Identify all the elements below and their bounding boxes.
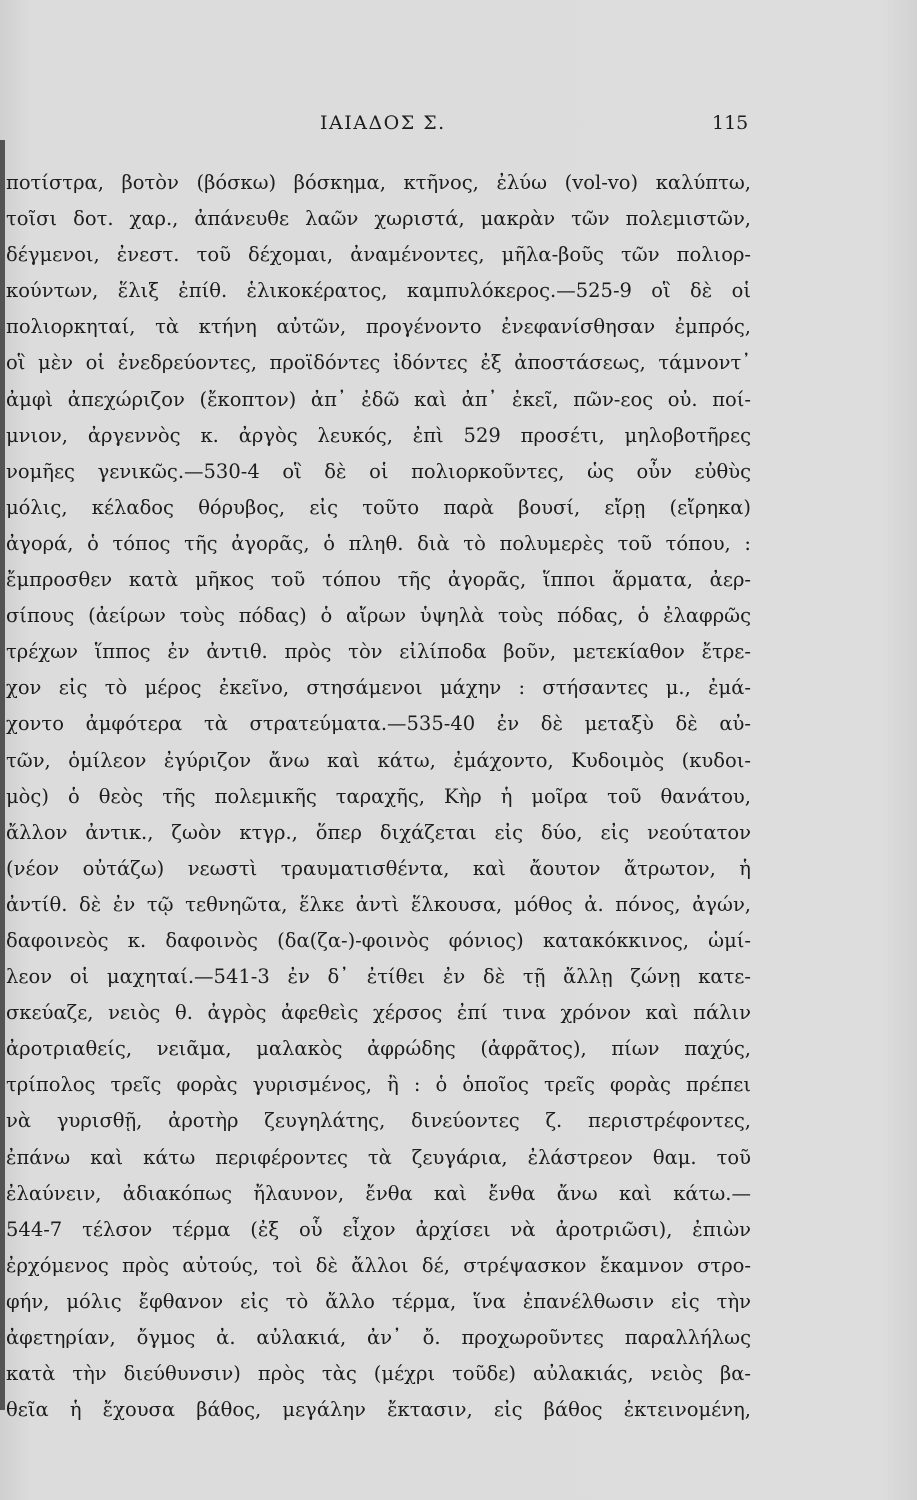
running-title: ΙΑΙΑΔΟΣ Σ. — [320, 112, 446, 134]
text-line: νομῆες γενικῶς.—530-4 οἳ δὲ οἱ πολιορκοῦντες, ὡς οὖν εὐθὺς — [6, 459, 751, 483]
text-line: χοντο ἀμφότερα τὰ στρατεύματα.—535-40 ἐν δὲ μεταξὺ δὲ αὐ- — [6, 712, 751, 736]
text-line: φήν, μόλις ἔφθανον εἰς τὸ ἄλλο τέρμα, ἵνα ἐπανέλθωσιν εἰς τὴν — [6, 1289, 751, 1313]
text-line: σκεύαζε, νειὸς θ. ἀγρὸς ἀφεθεὶς χέρσος ἐπί τινα χρόνον καὶ πάλιν — [6, 1001, 751, 1025]
commentary-text — [6, 165, 751, 1428]
text-line: ἐπάνω καὶ κάτω περιφέροντες τὰ ζευγάρια, ἐλάστρεον θαμ. τοῦ — [6, 1145, 751, 1169]
text-line: τρίπολος τρεῖς φορὰς γυρισμένος, ἢ : ὁ ὁποῖος τρεῖς φορὰς πρέπει — [6, 1073, 751, 1097]
text-line: δέγμενοι, ἐνεστ. τοῦ δέχομαι, ἀναμένοντες, μῆλα-βοῦς τῶν πολιορ- — [6, 243, 751, 267]
text-line: ἄλλον ἀντικ., ζωὸν κτγρ., ὅπερ διχάζεται εἰς δύο, εἰς νεούτατον — [6, 820, 751, 844]
text-line: ἀγορά, ὁ τόπος τῆς ἀγορᾶς, ὁ πληθ. διὰ τὸ πολυμερὲς τοῦ τόπου, : — [6, 531, 751, 555]
text-line: ἀροτριαθείς, νειᾶμα, μαλακὸς ἀφρώδης (ἀφρᾶτος), πίων παχύς, — [6, 1037, 751, 1061]
text-line: δαφοινεὸς κ. δαφοινὸς (δα(ζα-)-φοινὸς φόνιος) κατακόκκινος, ὡμί- — [6, 928, 751, 952]
text-line: τρέχων ἵππος ἐν ἀντιθ. πρὸς τὸν εἰλίποδα βοῦν, μετεκίαθον ἔτρε- — [6, 640, 751, 664]
text-line: νὰ γυρισθῇ, ἀροτὴρ ζευγηλάτης, δινεύοντες ζ. περιστρέφοντες, — [6, 1109, 751, 1133]
text-line: μὸς) ὁ θεὸς τῆς πολεμικῆς ταραχῆς, Κὴρ ἡ μοῖρα τοῦ θανάτου, — [6, 784, 751, 808]
text-line: 544-7 τέλσον τέρμα (ἐξ οὗ εἶχον ἀρχίσει νὰ ἀροτριῶσι), ἐπιὼν — [6, 1217, 751, 1241]
text-line: χον εἰς τὸ μέρος ἐκεῖνο, στησάμενοι μάχην : στήσαντες μ., ἐμά- — [6, 676, 751, 700]
text-line: τοῖσι δοτ. χαρ., ἀπάνευθε λαῶν χωριστά, μακρὰν τῶν πολεμιστῶν, — [6, 207, 751, 231]
text-line: ἔμπροσθεν κατὰ μῆκος τοῦ τόπου τῆς ἀγορᾶς, ἵπποι ἅρματα, ἀερ- — [6, 568, 751, 592]
page-number: 115 — [712, 112, 749, 134]
text-line: ἀντίθ. δὲ ἐν τῷ τεθνηῶτα, ἕλκε ἀντὶ ἕλκουσα, μόθος ἀ. πόνος, ἀγών, — [6, 892, 751, 916]
text-line: θεῖα ἡ ἔχουσα βάθος, μεγάλην ἔκτασιν, εἰς βάθος ἐκτεινομένη, — [6, 1398, 751, 1422]
text-line: ἀφετηρίαν, ὄγμος ἀ. αὐλακιά, ἀν᾽ ὄ. προχωροῦντες παραλλήλως — [6, 1326, 751, 1349]
text-line: λεον οἱ μαχηταί.—541-3 ἐν δ᾽ ἐτίθει ἐν δὲ τῇ ἄλλῃ ζώνῃ κατε- — [6, 965, 751, 989]
text-line: (νέον οὐτάζω) νεωστὶ τραυματισθέντα, καὶ ἄουτον ἄτρωτον, ἡ — [6, 856, 751, 880]
text-line: κατὰ τὴν διεύθυνσιν) πρὸς τὰς (μέχρι τοῦδε) αὐλακιάς, νειὸς βα- — [6, 1362, 751, 1386]
text-line: οἳ μὲν οἱ ἐνεδρεύοντες, προϊδόντες ἰδόντες ἐξ ἀποστάσεως, τάμνοντ᾽ — [6, 351, 751, 375]
text-line: σίπους (ἀείρων τοὺς πόδας) ὁ αἴρων ὑψηλὰ τοὺς πόδας, ὁ ἐλαφρῶς — [6, 604, 751, 628]
text-line: μνιον, ἀργεννὸς κ. ἀργὸς λευκός, ἐπὶ 529 προσέτι, μηλοβοτῆρες — [6, 423, 751, 447]
text-line: πολιορκηταί, τὰ κτήνη αὐτῶν, προγένοντο ἐνεφανίσθησαν ἐμπρός, — [6, 315, 751, 339]
text-line: ποτίστρα, βοτὸν (βόσκω) βόσκημα, κτῆνος, ἐλύω (vol-vo) καλύπτω, — [6, 171, 751, 194]
text-line: ἐρχόμενος πρὸς αὐτούς, τοὶ δὲ ἄλλοι δέ, στρέψασκον ἔκαμνον στρο- — [6, 1253, 751, 1277]
text-line: ἀμφὶ ἀπεχώριζον (ἔκοπτον) ἀπ᾽ ἐδῶ καὶ ἀπ᾽ ἐκεῖ, πῶν-εος οὐ. ποί- — [6, 387, 751, 411]
binding-shadow — [0, 140, 5, 1410]
text-line: μόλις, κέλαδος θόρυβος, εἰς τοῦτο παρὰ βουσί, εἴρῃ (εἴρηκα) — [6, 495, 751, 519]
text-line: τῶν, ὁμίλεον ἐγύριζον ἄνω καὶ κάτω, ἐμάχοντο, Κυδοιμὸς (κυδοι- — [6, 748, 751, 772]
text-line: κούντων, ἕλιξ ἐπίθ. ἑλικοκέρατος, καμπυλόκερος.—525-9 οἳ δὲ οἱ — [6, 279, 751, 303]
page-header — [0, 112, 917, 142]
text-line: ἐλαύνειν, ἀδιακόπως ἤλαυνον, ἔνθα καὶ ἔνθα ἄνω καὶ κάτω.— — [6, 1181, 751, 1205]
